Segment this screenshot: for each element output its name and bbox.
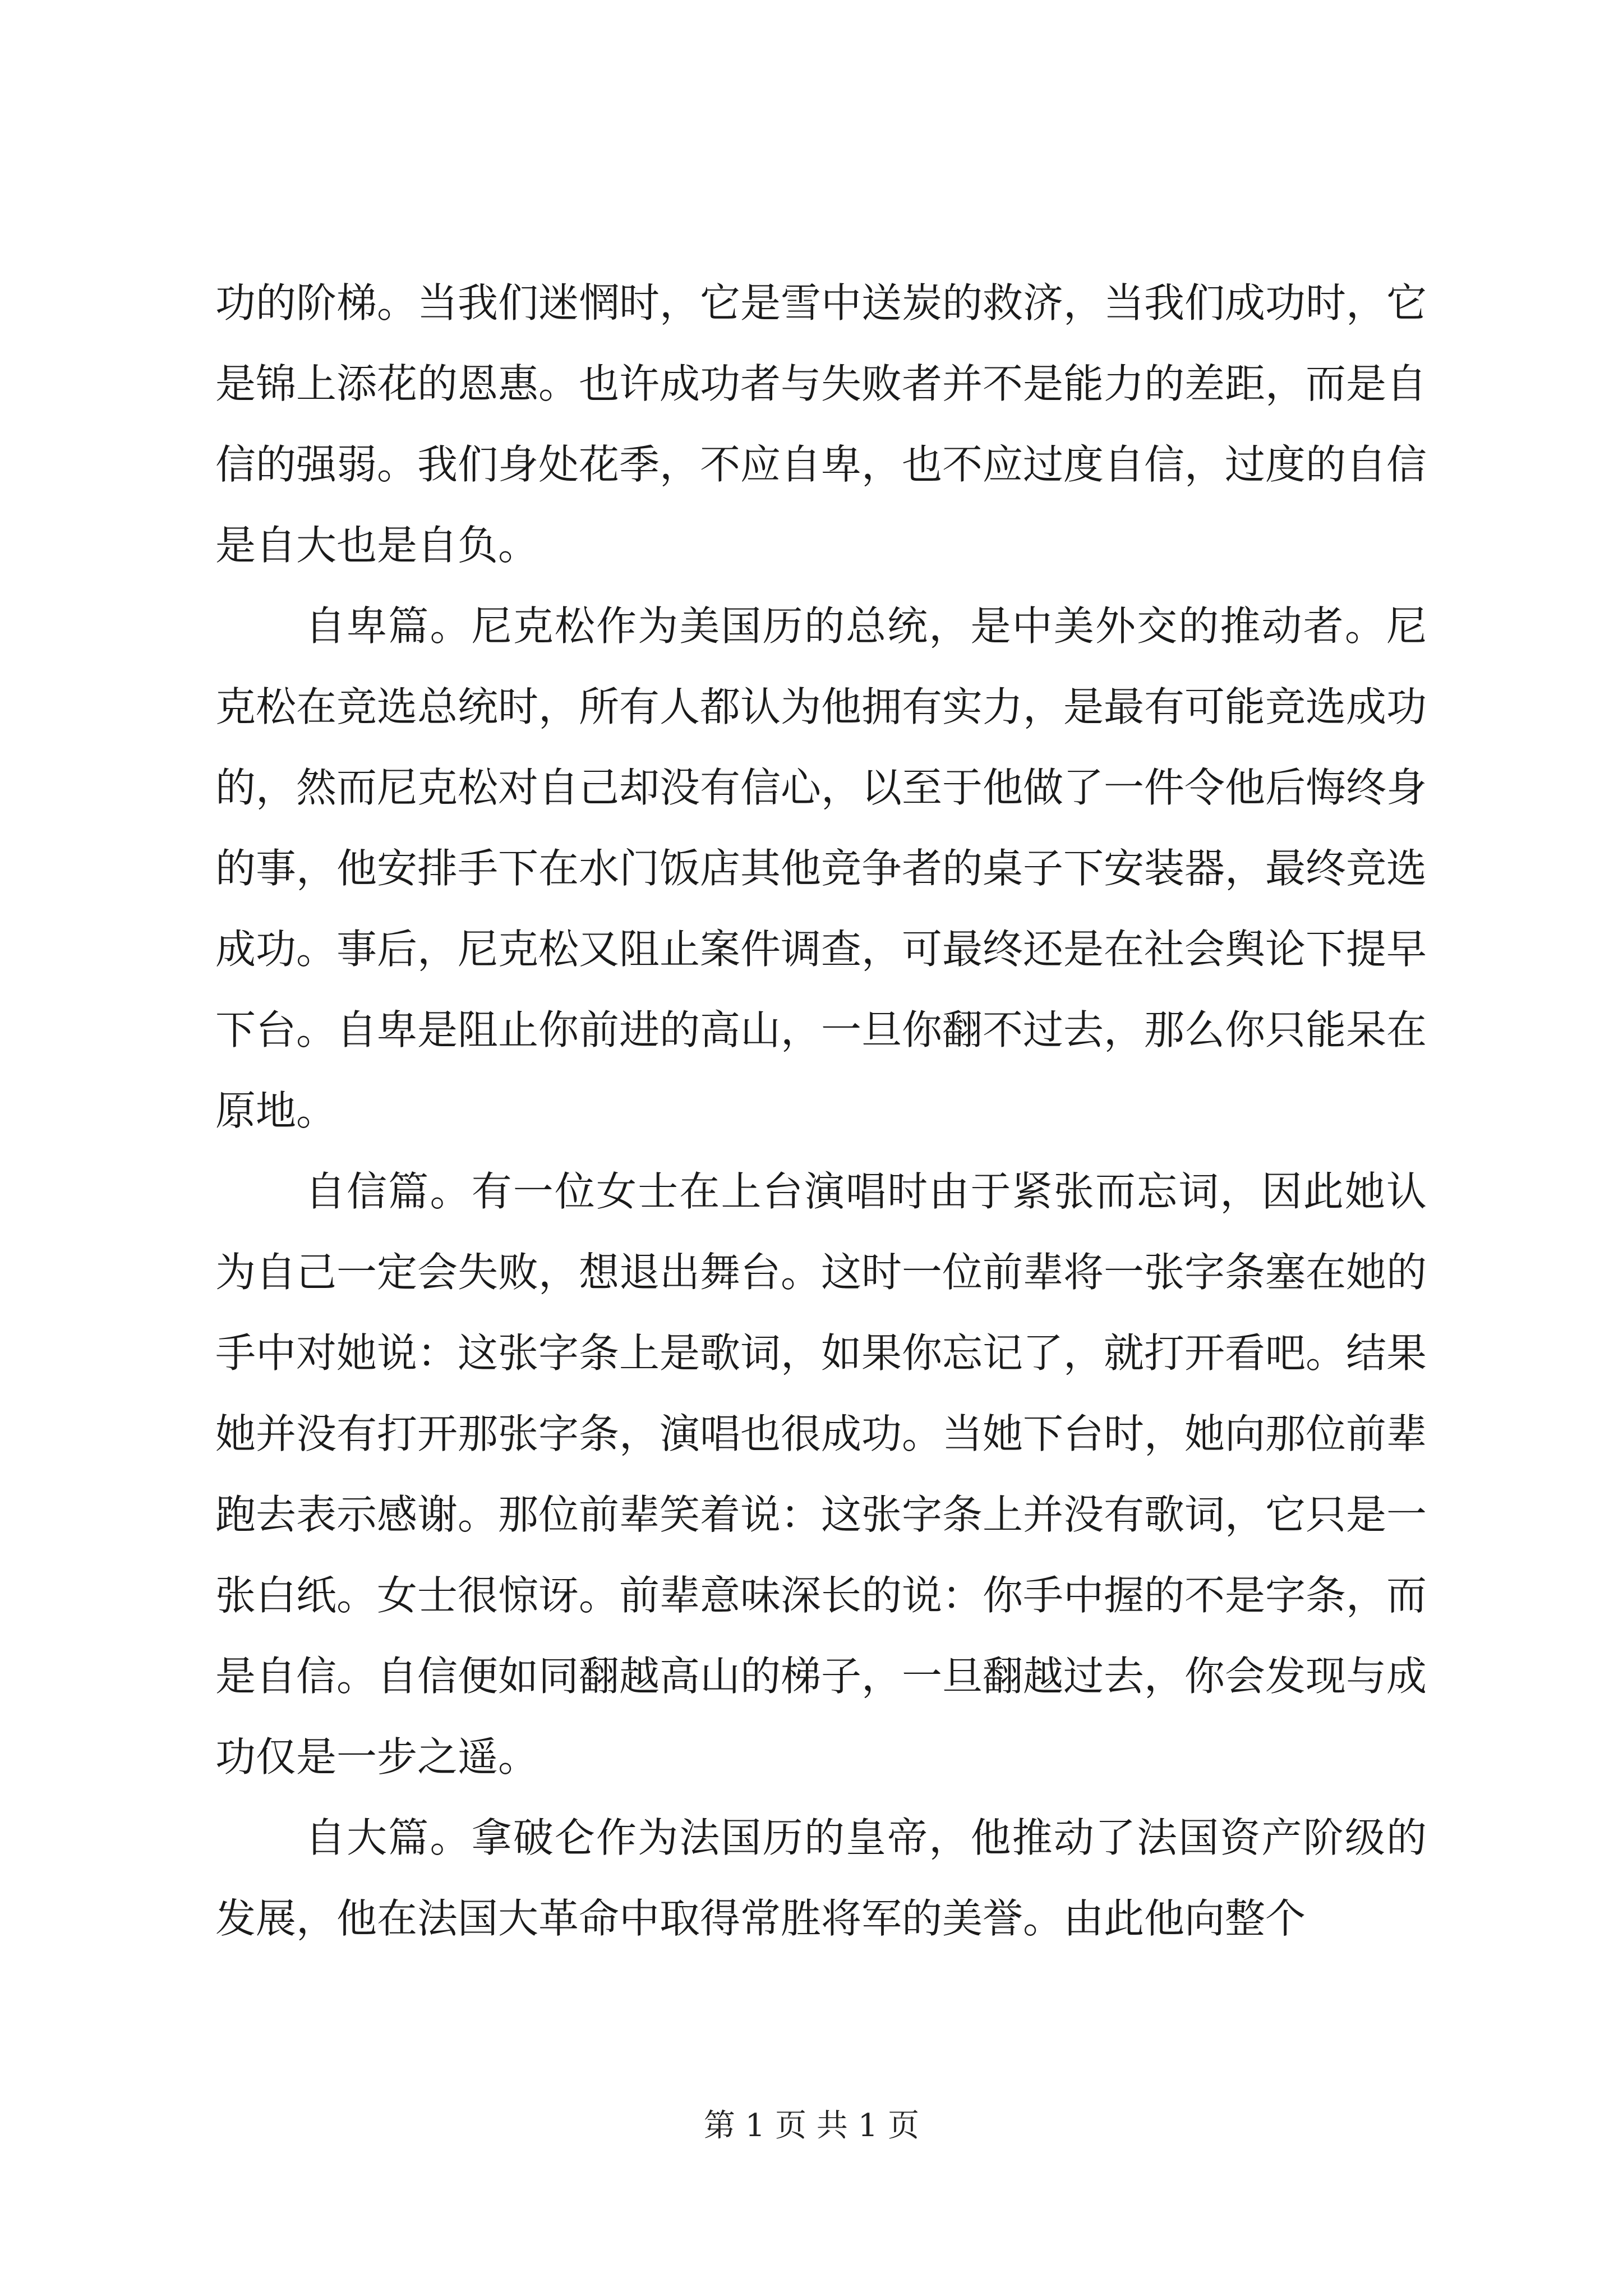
document-body bbox=[215, 263, 1427, 1959]
paragraph-1: 功的阶梯。当我们迷惘时，它是雪中送炭的救济，当我们成功时，它是锦上添花的恩惠。也许成功者与失败者并不是能力的差距，而是自信的强弱。我们身处花季，不应自卑，也不应过度自信，过度的自信是自大也是自负。 bbox=[215, 279, 1427, 569]
paragraph-2: 自卑篇。尼克松作为美国历的总统，是中美外交的推动者。尼克松在竞选总统时，所有人都认为他拥有实力，是最有可能竞选成功的，然而尼克松对自己却没有信心，以至于他做了一件令他后悔终身的事，他安排手下在水门饭店其他竞争者的桌子下安装器，最终竞选成功。事后，尼克松又阻止案件调查，可最终还是在社会舆论下提早下台。自卑是阻止你前进的高山，一旦你翻不过去，那么你只能呆在原地。 bbox=[215, 602, 1427, 1134]
paragraph-3: 自信篇。有一位女士在上台演唱时由于紧张而忘词，因此她认为自己一定会失败，想退出舞台。这时一位前辈将一张字条塞在她的手中对她说：这张字条上是歌词，如果你忘记了，就打开看吧。结果她并没有打开那张字条，演唱也很成功。当她下台时，她向那位前辈跑去表示感谢。那位前辈笑着说：这张字条上并没有歌词，它只是一张白纸。女士很惊讶。前辈意味深长的说：你手中握的不是字条，而是自信。自信便如同翻越高山的梯子，一旦翻越过去，你会发现与成功仅是一步之遥。 bbox=[215, 1168, 1427, 1780]
page-footer: 第 1 页 共 1 页 bbox=[703, 2108, 920, 2144]
paragraph-4: 自大篇。拿破仑作为法国历的皇帝，他推动了法国资产阶级的发展，他在法国大革命中取得常胜将军的美誉。由此他向整个 bbox=[215, 1814, 1427, 1942]
